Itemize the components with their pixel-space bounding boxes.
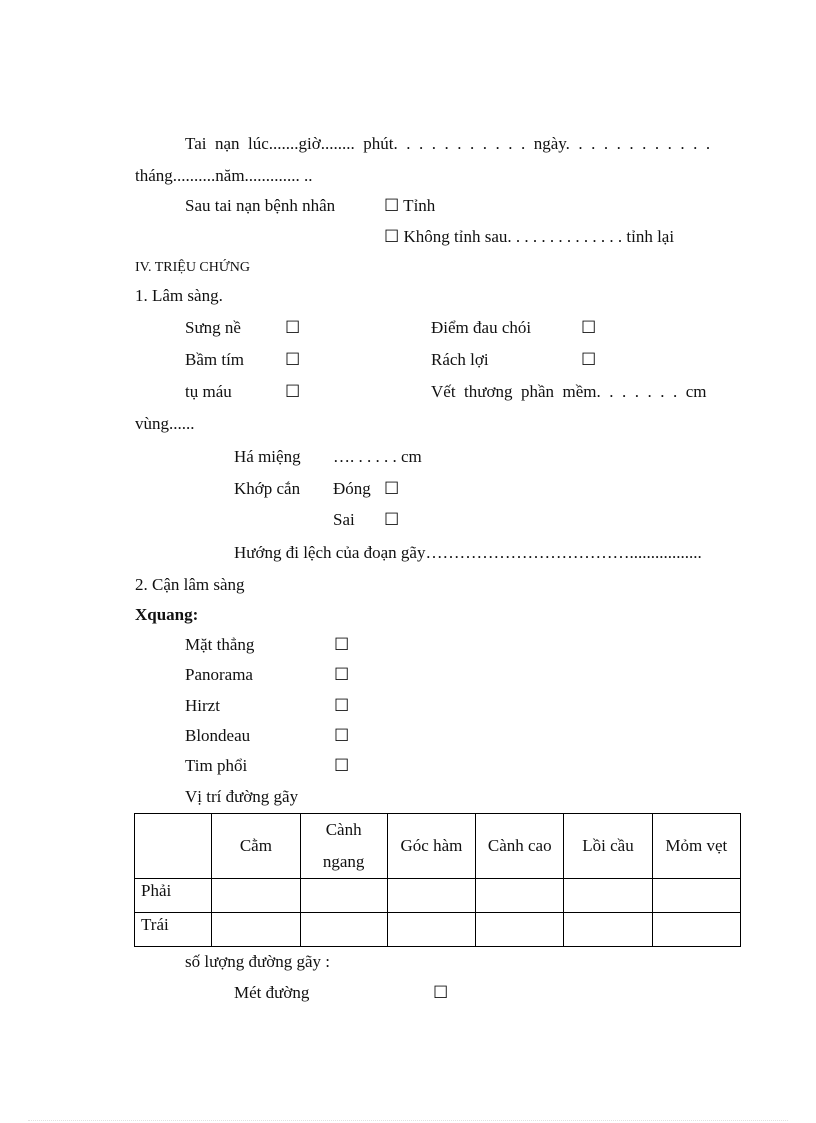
clinical-title: 1. Lâm sàng. (135, 286, 223, 305)
table-cell[interactable] (212, 879, 300, 913)
table-cell[interactable] (387, 879, 475, 913)
fracture-displacement-line: Hướng đi lệch của đoạn gãy………………………………................. (234, 543, 702, 562)
table-header-cell: Cành cao (476, 814, 564, 879)
fracture-count-label: số lượng đường gãy : (185, 952, 331, 971)
fracture-location-table (134, 813, 741, 947)
xray-item-label: Hirzt (185, 696, 220, 715)
table-header-row (135, 814, 741, 879)
xray-item-checkbox[interactable]: ☐ (334, 696, 350, 715)
table-header-cell: Góc hàm (387, 814, 475, 879)
single-line-checkbox[interactable]: ☐ (433, 983, 449, 1002)
xray-item-checkbox[interactable]: ☐ (334, 635, 350, 654)
section-heading-symptoms: IV. TRIỆU CHỨNG (135, 260, 250, 275)
table-cell[interactable] (564, 913, 652, 947)
bite-label: Khớp cắn (234, 479, 301, 498)
xray-item-checkbox[interactable]: ☐ (334, 665, 350, 684)
mouth-opening-value: …. . . . . . cm (333, 447, 422, 466)
table-cell[interactable] (300, 913, 387, 947)
bite-wrong-checkbox[interactable]: ☐ (384, 510, 400, 529)
xray-item-label: Panorama (185, 665, 253, 684)
swelling-checkbox[interactable]: ☐ (285, 318, 301, 337)
fracture-location-label: Vị trí đường gãy (185, 787, 299, 806)
table-cell[interactable] (300, 879, 387, 913)
table-cell[interactable] (476, 879, 564, 913)
gum-tear-label: Rách lợi (431, 350, 489, 369)
mouth-opening-label: Há miệng (234, 447, 301, 466)
xray-item-label: Blondeau (185, 726, 251, 745)
xray-label: Xquang: (135, 605, 199, 624)
table-cell[interactable] (212, 913, 300, 947)
bite-closed-label: Đóng (333, 479, 371, 498)
hematoma-label: tụ máu (185, 382, 232, 401)
table-row (135, 879, 741, 913)
table-cell[interactable] (476, 913, 564, 947)
table-header-cell (135, 814, 212, 879)
region-line: vùng...... (135, 414, 195, 433)
table-cell[interactable] (652, 913, 740, 947)
table-header-cell: Cành ngang (300, 814, 387, 879)
option-conscious[interactable]: ☐ Tỉnh (384, 196, 436, 215)
paraclinical-title: 2. Cận lâm sàng (135, 575, 245, 594)
table-cell[interactable] (652, 879, 740, 913)
single-line-label: Mét đường (234, 983, 310, 1002)
page-bottom-divider (28, 1120, 788, 1121)
option-unconscious[interactable]: ☐ Không tỉnh sau. . . . . . . . . . . . . . tỉnh lại (384, 227, 675, 246)
gum-tear-checkbox[interactable]: ☐ (581, 350, 597, 369)
xray-item-checkbox[interactable]: ☐ (334, 726, 350, 745)
accident-time-line: Tai nạn lúc.......giờ........ phút. . . . . . . . . . . ngày. . . . . . . . . . . . (185, 134, 711, 153)
table-header-cell: Mỏm vẹt (652, 814, 740, 879)
table-header-cell: Cằm (212, 814, 300, 879)
table-header-cell: Lồi cầu (564, 814, 652, 879)
xray-item-checkbox[interactable]: ☐ (334, 756, 350, 775)
after-accident-label: Sau tai nạn bệnh nhân (185, 196, 336, 215)
bruise-checkbox[interactable]: ☐ (285, 350, 301, 369)
bite-closed-checkbox[interactable]: ☐ (384, 479, 400, 498)
xray-item-label: Tim phổi (185, 756, 248, 775)
row-label: Phải (135, 879, 212, 913)
table-row (135, 913, 741, 947)
accident-date-line: tháng..........năm............. .. (135, 166, 313, 185)
swelling-label: Sưng nề (185, 318, 241, 337)
table-cell[interactable] (387, 913, 475, 947)
pain-point-checkbox[interactable]: ☐ (581, 318, 597, 337)
row-label: Trái (135, 913, 212, 947)
hematoma-checkbox[interactable]: ☐ (285, 382, 301, 401)
bruise-label: Bầm tím (185, 350, 245, 369)
pain-point-label: Điểm đau chói (431, 318, 532, 337)
xray-item-label: Mặt thẳng (185, 635, 255, 654)
soft-tissue-wound-label: Vết thương phần mềm. . . . . . . cm (431, 382, 707, 401)
table-cell[interactable] (564, 879, 652, 913)
bite-wrong-label: Sai (333, 510, 355, 529)
